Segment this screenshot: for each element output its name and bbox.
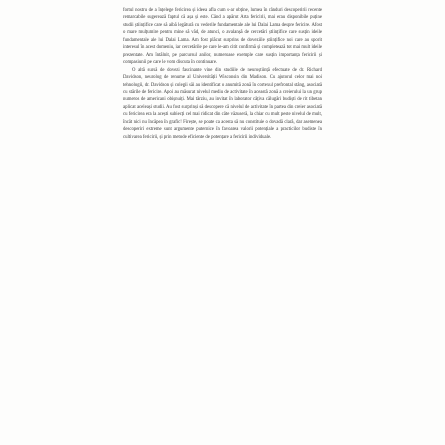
paragraph-1: fortul nostru de a înțelege fericirea și ideea afla cum s-ar obține, lumea în rânduri descoperirii recente remarcabile sugerează faptul că așa și este. Când a apărut Arta fericirii, mai erau disponibile puține studii științifice care să aibă legătură cu vederile fundamentale ale lui Dalai Lama despre fericire. Afost o mare mulțumire pentru mine să văd, de atunci, o avalanșă de cercetări științifice care susțin ideile fundamentale ale lui Dalai Lama. Am fost plăcut surprins de doveziile științifice noi care au sporit interesul în acest domeniu, iar cercetările pe care le-am citit confirmă și completează tot mai mult ideile prezentate. Am întâlnit, pe parcursul anilor, numeroase exemple care susțin importanța fericirii și compasiunii pe care le vom discuta în continuare.	[123, 8, 322, 66]
paragraph-2: O altă sursă de dovezi fascinante vine din studiile de neuroștiință efectuate de dr. Richard Davidson, neurolog de renume al Universității Wisconsin din Madison. Cu ajutorul celor mai noi tehnologii, dr. Davidson și colegii săi au identificat o anumită zonă în cortexul prefrontal stâng, asociată cu stările de fericire. Apoi au măsurat nivelul mediu de activitate în această zonă a creierului la un grup numeros de americani obișnuiți. Mai târziu, au invitat în laborator câțiva călugări budiști de rit tibetan aplicat aceleași studii. Au fost surprinși să descopere că nivelul de activitate în partea din creier asociată cu fericirea era la acești subiecți cel mai ridicat din câte văzuseră, la chiar cu mult peste nivelul de mult, încât nici nu încăpea în grafic! Firește, se poate ca acesta să nu constituie o dovadă clară, dar asemenea descoperiri extreme sunt argumente puternice în favoarea valorii potențiale a practicilor budiste în cultivarea fericirii, și prin metode eficiente de potențare a fericirii individuale.	[123, 67, 322, 140]
body-text	[123, 7, 322, 141]
